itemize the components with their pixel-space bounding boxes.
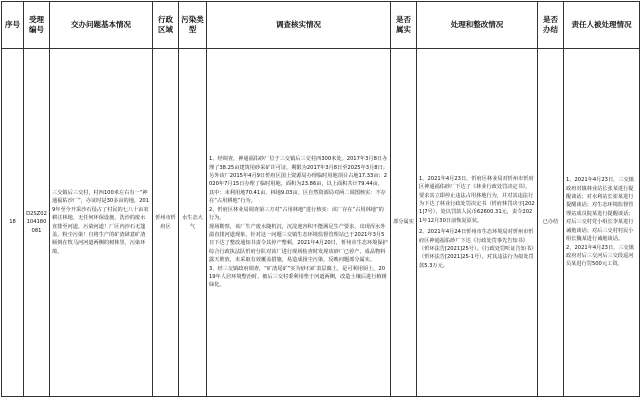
- table-row: [2, 49, 640, 397]
- investigation-para-2: 2、忻府区林业局调查第三方对“占用林地”进行核实：该厂存在“占用林地”的行为。: [209, 206, 384, 222]
- header-accountability: 责任人被处理情况: [564, 2, 640, 49]
- cell-handling: [417, 49, 538, 397]
- header-closed: 是否办结: [538, 2, 564, 49]
- cell-seq: 18: [2, 49, 24, 397]
- header-pollution-type: 污染类型: [179, 2, 207, 49]
- investigation-para-3: 现场勘察，该厂生产废水随机沉，沉淀池容积不能满足生产要求，出现浑水外溢直排河道现象。针对这一问题三交镇生态环境监督管理站已于2021年3月5日下达了整改通知书责令其停产整顿，2021年4月20日，忻州市生态环境保护综合行政执法队忻府分队对该厂进行现场检查时发现该砂厂已停产，成品物料露天堆放，未采取有效覆盖措施，易造成扬尘污染，反映问题部分属实。: [209, 223, 388, 264]
- header-verified: 是否属实: [391, 2, 417, 49]
- handling-para-1: 1、2021年4月23日，忻府区林业局对忻州市忻府区神通福佑砂厂下达了《林业行政处罚决定书》，要求其立即停止违法占用林地行为，并对其违法行为下达了林业行政处罚决定书（忻府林罚决字[2021]7号），处以罚款人民币62600.31元，责令2021年12月30日前恢复原状。: [419, 175, 535, 224]
- cell-district: 忻州市忻府区: [153, 49, 179, 397]
- handling-para-2: 2、2021年4月24日忻州市生态环境局对忻州市忻府区神通福佑砂厂下达《行政处罚事先告知书》（忻环法告[2021]25号）、《行政处罚听证告知书》（忻环法告[2021]25-1号），对其违法行为拟处罚款5.3万元。: [419, 229, 534, 269]
- header-problem: 交办问题基本情况: [50, 2, 153, 49]
- cell-closed: 已办结: [538, 49, 564, 397]
- header-district: 行政区域: [153, 2, 179, 49]
- cell-pollution-type: 水生态大气: [179, 49, 207, 397]
- investigation-para-4: 3、经三交镇政府调查，“矿渣尾矿”实为砂石矿表层腐土，是可利用厨土，2019年人居环境整治时，被后三交村委利用垫于河道两侧，改造土壤后进行植树绿化。: [209, 265, 387, 289]
- header-seq: 序号: [2, 2, 24, 49]
- cell-code: D2SZ02104180081: [24, 49, 50, 397]
- accountability-para-2: 2、2021年4月23日，三交镇政府对后三交河后三交段巡河员某进行罚500元工资。: [566, 244, 634, 268]
- header-row: [2, 2, 640, 49]
- cell-accountability: [564, 49, 640, 397]
- cell-problem: 三交镇后三交村，村西100米左右有一“神通福佑沙厂”，办证时是30多亩的地，2019年至今开采沙石侵占了村民的七八十亩农耕注林地，无任何环保设施，洗沙的废水直排至河道，污染河道！厂区内沙石无篷盖，粉尘污染！自将生产的矿渣肆意矿渣倾倒在牧马河河道两侧的树林里，污染环境。: [50, 49, 153, 397]
- header-code: 受理编号: [24, 2, 50, 49]
- investigation-para-1: 1、经调查，神通福佑砂厂位于三交镇后三交村西300米处。2017年3月8日办理了38.25亩建筑用砂采矿许可证，期限为2017年3月8日至2025年3月8日；另外该厂2015年4月9日忻府区国土资源局办理临时用地项目占地17.33亩；2020年7月15日办理了临时用地，面积为23.86亩，以上面积共计79.44亩，其中：未利用地70.41亩、林地9.03亩。区自然资源局对两二调图核实：不存在“占用耕地”行为。: [209, 156, 388, 205]
- header-handling: 处理和整改情况: [417, 2, 538, 49]
- supervision-table: [1, 1, 640, 397]
- header-investigation: 调查核实情况: [207, 2, 391, 49]
- cell-investigation: [207, 49, 391, 397]
- cell-verified: 部分属实: [391, 49, 417, 397]
- accountability-para-1: 1、2021年4月23日，三交镇政府对镇林业站长张某进行提醒谈话；对水利站长崔某进行提醒谈话；对生态环境监督管理站成员院某进行提醒谈话；对后三交村党小组长李某进行诫勉谈话；对后三交村村民小组长魏某进行诫勉谈话。: [566, 177, 634, 243]
